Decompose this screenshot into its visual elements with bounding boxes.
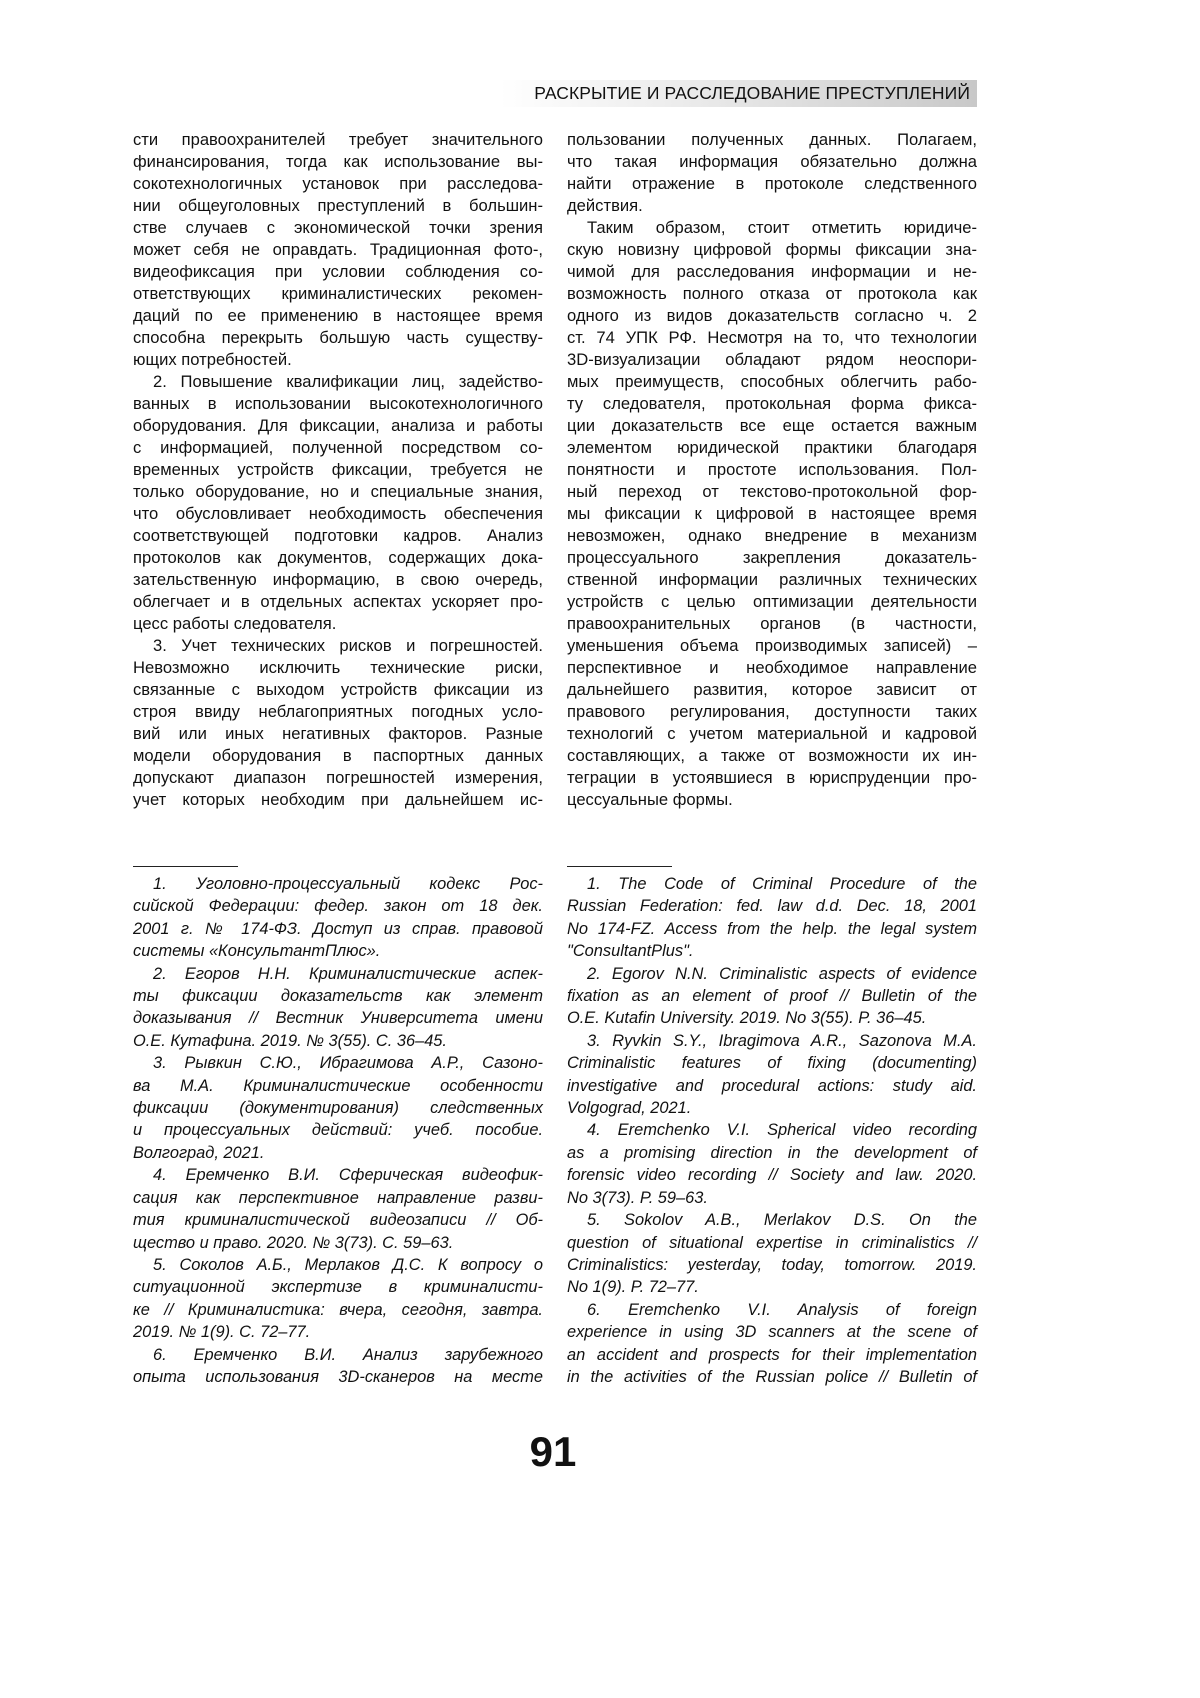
text-line: модели оборудования в паспортных данных: [133, 745, 543, 767]
text-line: фиксации (документирования) следственных: [133, 1097, 543, 1119]
text-line: ственной информации различных технических: [567, 569, 977, 591]
text-line: сийской Федерации: федер. закон от 18 дек.: [133, 895, 543, 917]
text-line: цесс работы следователя.: [133, 613, 543, 635]
text-line: системы «КонсультантПлюс».: [133, 940, 543, 962]
paragraph: [133, 129, 543, 371]
footnote-separator-left: [133, 866, 238, 867]
text-line: сти правоохранителей требует значительного: [133, 129, 543, 151]
text-line: возможность полного отказа от протокола как: [567, 283, 977, 305]
text-line: 3. Учет технических рисков и погрешностей.: [133, 635, 543, 657]
section-title: РАСКРЫТИЕ И РАССЛЕДОВАНИЕ ПРЕСТУПЛЕНИЙ: [534, 83, 970, 104]
text-line: действия.: [567, 195, 977, 217]
text-line: 4. Eremchenko V.I. Spherical video recording: [567, 1119, 977, 1141]
text-line: зательственную информацию, в свою очередь,: [133, 569, 543, 591]
text-line: No 3(73). P. 59–63.: [567, 1187, 977, 1209]
text-line: найти отражение в протоколе следственного: [567, 173, 977, 195]
text-line: 2019. № 1(9). С. 72–77.: [133, 1321, 543, 1343]
text-line: процессуального закрепления доказатель-: [567, 547, 977, 569]
text-line: 6. Еремченко В.И. Анализ зарубежного: [133, 1344, 543, 1366]
page-number: 91: [0, 1428, 1106, 1476]
text-line: Russian Federation: fed. law d.d. Dec. 18, 2001: [567, 895, 977, 917]
text-line: дальнейшего развития, которое зависит от: [567, 679, 977, 701]
paragraph: [133, 963, 543, 1053]
text-line: experience in using 3D scanners at the scene of: [567, 1321, 977, 1343]
text-line: скую новизну цифровой формы фиксации зна-: [567, 239, 977, 261]
footnotes-english: [567, 873, 977, 1388]
text-line: что такая информация обязательно должна: [567, 151, 977, 173]
text-line: опыта использования 3D-сканеров на месте: [133, 1366, 543, 1388]
text-line: ответствующих криминалистических рекомен-: [133, 283, 543, 305]
text-line: финансирования, тогда как использование вы-: [133, 151, 543, 173]
text-line: Таким образом, стоит отметить юридиче-: [567, 217, 977, 239]
text-line: Volgograd, 2021.: [567, 1097, 977, 1119]
text-line: in the activities of the Russian police // Bulletin of: [567, 1366, 977, 1388]
text-line: Волгоград, 2021.: [133, 1142, 543, 1164]
footnote-separator-right: [567, 866, 672, 867]
text-line: мых преимуществ, способных облегчить рабо-: [567, 371, 977, 393]
text-line: технологий с учетом материальной и кадровой: [567, 723, 977, 745]
text-line: ситуационной экспертизе в криминалисти-: [133, 1276, 543, 1298]
paragraph: [133, 371, 543, 635]
paragraph: [133, 873, 543, 963]
text-line: уменьшения объема производимых записей) –: [567, 635, 977, 657]
text-line: 3. Рывкин С.Ю., Ибрагимова А.Р., Сазоно-: [133, 1052, 543, 1074]
text-line: ту следователя, протокольная форма фикса-: [567, 393, 977, 415]
text-line: правового регулирования, доступности таких: [567, 701, 977, 723]
text-line: 1. The Code of Criminal Procedure of the: [567, 873, 977, 895]
paragraph: [133, 1344, 543, 1389]
text-line: перспективное и необходимое направление: [567, 657, 977, 679]
paragraph: [133, 1164, 543, 1254]
text-line: составляющих, а также от возможности их ин-: [567, 745, 977, 767]
text-line: соответствующей подготовки кадров. Анализ: [133, 525, 543, 547]
text-line: ции доказательств все еще остается важным: [567, 415, 977, 437]
text-line: теграции в устоявшиеся в юриспруденции про-: [567, 767, 977, 789]
text-line: и процессуальных действий: учеб. пособие.: [133, 1119, 543, 1141]
text-line: Criminalistics: yesterday, today, tomorrow. 2019.: [567, 1254, 977, 1276]
text-line: O.E. Kutafin University. 2019. No 3(55). P. 36–45.: [567, 1007, 977, 1029]
text-line: связанные с выходом устройств фиксации из: [133, 679, 543, 701]
text-line: чимой для расследования информации и не-: [567, 261, 977, 283]
text-line: протоколов как документов, содержащих дока-: [133, 547, 543, 569]
text-line: сокотехнологичных установок при расследова-: [133, 173, 543, 195]
paragraph: [567, 1119, 977, 1209]
text-line: 3. Ryvkin S.Y., Ibragimova A.R., Sazonova M.A.: [567, 1030, 977, 1052]
text-line: пользовании полученных данных. Полагаем,: [567, 129, 977, 151]
text-line: правоохранительных органов (в частности,: [567, 613, 977, 635]
text-line: No 174-FZ. Access from the help. the legal system: [567, 918, 977, 940]
paragraph: [133, 1254, 543, 1344]
text-line: понятности и простоте использования. Пол-: [567, 459, 977, 481]
text-line: элементом юридической практики благодаря: [567, 437, 977, 459]
text-line: одного из видов доказательств согласно ч. 2: [567, 305, 977, 327]
text-line: только оборудование, но и специальные знания,: [133, 481, 543, 503]
text-line: нии общеуголовных преступлений в большин-: [133, 195, 543, 217]
paragraph: [567, 1030, 977, 1120]
text-line: учет которых необходим при дальнейшем ис-: [133, 789, 543, 811]
text-line: 4. Еремченко В.И. Сферическая видеофик-: [133, 1164, 543, 1186]
text-line: стве случаев с экономической точки зрения: [133, 217, 543, 239]
running-header: [500, 80, 977, 107]
text-line: 3D-визуализации обладают рядом неоспори-: [567, 349, 977, 371]
paragraph: [567, 217, 977, 811]
paragraph: [133, 1052, 543, 1164]
body-right-column: [567, 129, 977, 811]
text-line: 2. Egorov N.N. Criminalistic aspects of evidence: [567, 963, 977, 985]
text-line: цессуальные формы.: [567, 789, 977, 811]
paragraph: [567, 1209, 977, 1299]
text-line: Невозможно исключить технические риски,: [133, 657, 543, 679]
paragraph: [567, 873, 977, 963]
text-line: question of situational expertise in criminalistics //: [567, 1232, 977, 1254]
text-line: 2. Повышение квалификации лиц, задейство-: [133, 371, 543, 393]
text-line: fixation as an element of proof // Bulletin of the: [567, 985, 977, 1007]
text-line: доказывания // Вестник Университета имени: [133, 1007, 543, 1029]
text-line: ст. 74 УПК РФ. Несмотря на то, что технологии: [567, 327, 977, 349]
text-line: forensic video recording // Society and law. 2020.: [567, 1164, 977, 1186]
text-line: тия криминалистической видеозаписи // Об-: [133, 1209, 543, 1231]
footnotes-russian: [133, 873, 543, 1388]
text-line: ющих потребностей.: [133, 349, 543, 371]
text-line: временных устройств фиксации, требуется не: [133, 459, 543, 481]
text-line: 1. Уголовно-процессуальный кодекс Рос-: [133, 873, 543, 895]
text-line: способна перекрыть большую часть существу-: [133, 327, 543, 349]
text-line: О.Е. Кутафина. 2019. № 3(55). С. 36–45.: [133, 1030, 543, 1052]
paragraph: [567, 129, 977, 217]
text-line: ва М.А. Криминалистические особенности: [133, 1075, 543, 1097]
body-left-column: [133, 129, 543, 811]
text-line: Criminalistic features of fixing (documenting): [567, 1052, 977, 1074]
text-line: ный переход от текстово-протокольной фор-: [567, 481, 977, 503]
text-line: с информацией, полученной посредством со-: [133, 437, 543, 459]
text-line: ке // Криминалистика: вчера, сегодня, завтра.: [133, 1299, 543, 1321]
text-line: an accident and prospects for their implementation: [567, 1344, 977, 1366]
text-line: 6. Eremchenko V.I. Analysis of foreign: [567, 1299, 977, 1321]
text-line: видеофиксация при условии соблюдения со-: [133, 261, 543, 283]
text-line: as a promising direction in the development of: [567, 1142, 977, 1164]
text-line: investigative and procedural actions: study aid.: [567, 1075, 977, 1097]
text-line: может себя не оправдать. Традиционная фото-,: [133, 239, 543, 261]
text-line: строя ввиду неблагоприятных погодных усло-: [133, 701, 543, 723]
text-line: что обусловливает необходимость обеспечения: [133, 503, 543, 525]
text-line: сация как перспективное направление разви-: [133, 1187, 543, 1209]
text-line: вий или иных негативных факторов. Разные: [133, 723, 543, 745]
text-line: щество и право. 2020. № 3(73). С. 59–63.: [133, 1232, 543, 1254]
text-line: 5. Sokolov A.B., Merlakov D.S. On the: [567, 1209, 977, 1231]
text-line: 2001 г. № 174-ФЗ. Доступ из справ. правовой: [133, 918, 543, 940]
text-line: 2. Егоров Н.Н. Криминалистические аспек-: [133, 963, 543, 985]
paragraph: [133, 635, 543, 811]
text-line: облегчает и в отдельных аспектах ускоряет про-: [133, 591, 543, 613]
text-line: мы фиксации к цифровой в настоящее время: [567, 503, 977, 525]
paragraph: [567, 1299, 977, 1389]
text-line: допускают диапазон погрешностей измерения,: [133, 767, 543, 789]
text-line: даций по ее применению в настоящее время: [133, 305, 543, 327]
text-line: невозможен, однако внедрение в механизм: [567, 525, 977, 547]
text-line: устройств с целью оптимизации деятельности: [567, 591, 977, 613]
text-line: 5. Соколов А.Б., Мерлаков Д.С. К вопросу о: [133, 1254, 543, 1276]
paragraph: [567, 963, 977, 1030]
text-line: оборудования. Для фиксации, анализа и работы: [133, 415, 543, 437]
text-line: "ConsultantPlus".: [567, 940, 977, 962]
text-line: ванных в использовании высокотехнологичного: [133, 393, 543, 415]
text-line: No 1(9). P. 72–77.: [567, 1276, 977, 1298]
text-line: ты фиксации доказательств как элемент: [133, 985, 543, 1007]
